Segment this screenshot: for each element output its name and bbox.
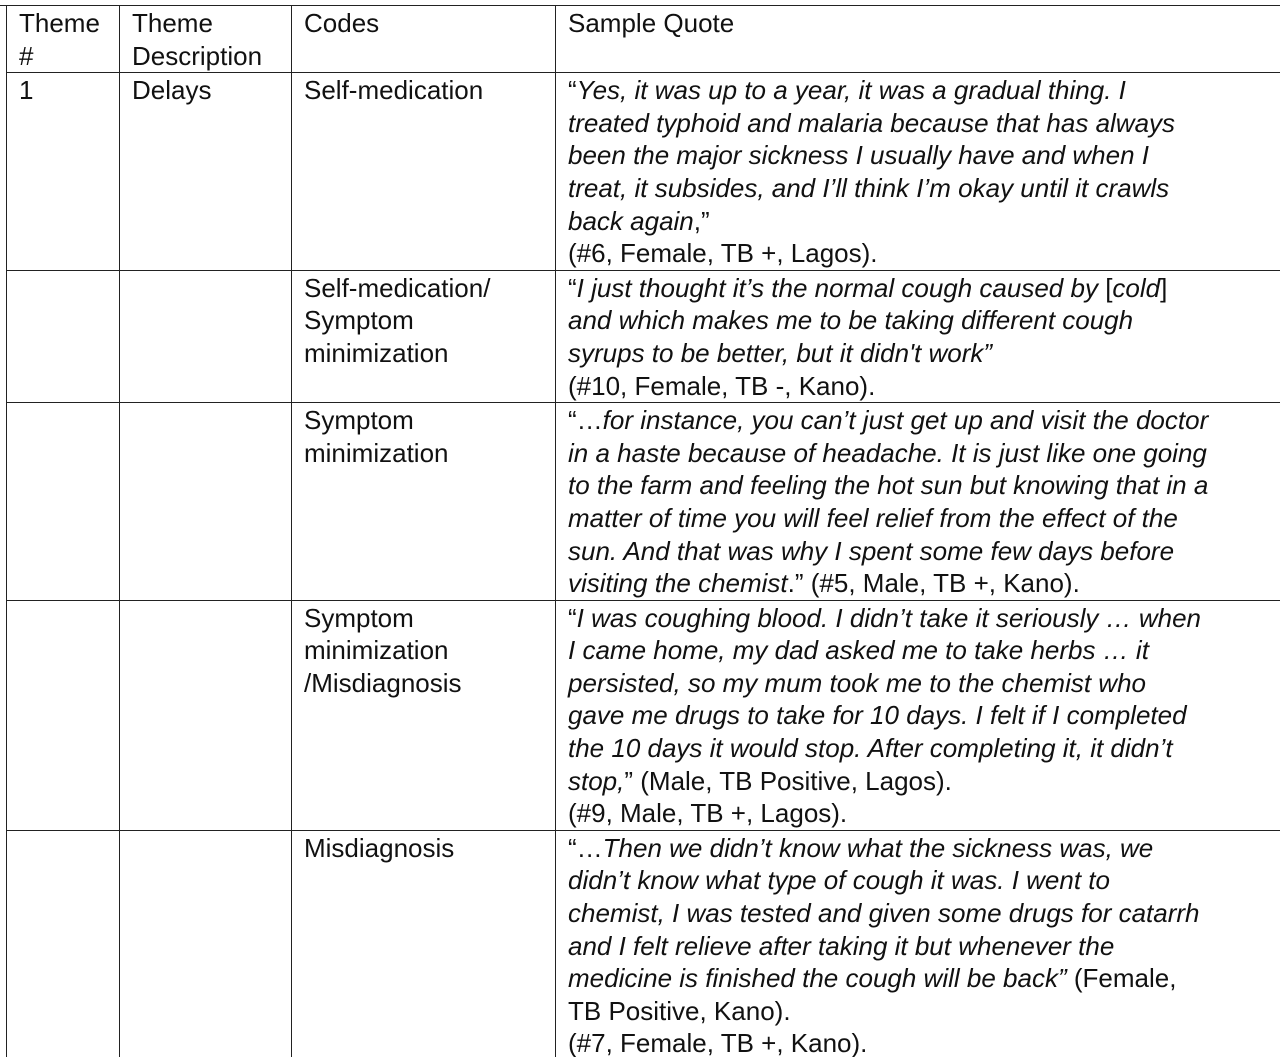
quote-italic: I came home, my dad asked me to take herbs … it	[568, 635, 1149, 666]
quote-italic: stop,	[568, 765, 625, 796]
quote-italic: treat, it subsides, and I’ll think I’m okay until it crawls	[568, 172, 1170, 203]
themes-table	[6, 5, 1280, 1057]
quote-italic: matter of time you will feel relief from the effect of the	[568, 502, 1178, 533]
header-codes	[292, 6, 556, 73]
quote-italic: in a haste because of headache. It is just like one going	[568, 437, 1207, 468]
codes-cell	[292, 403, 556, 601]
quote-italic: chemist, I was tested and given some drugs for catarrh	[568, 898, 1200, 929]
header-sample-quote-line: Sample Quote	[568, 8, 735, 38]
quote-italic: for instance, you can’t just get up and visit the doctor	[602, 405, 1209, 436]
quote-line: “…Then we didn’t know what the sickness was, we	[568, 832, 1154, 863]
theme-description-cell	[120, 600, 292, 830]
theme-number-cell	[7, 270, 120, 402]
codes-cell	[292, 270, 556, 402]
quote-line	[568, 667, 1280, 700]
quote-line: “…for instance, you can’t just get up and visit the doctor	[568, 405, 1209, 436]
quote-line: visiting the chemist.” (#5, Male, TB +, Kano).	[568, 568, 1080, 599]
quote-line: “I was coughing blood. I didn’t take it seriously … when	[568, 602, 1202, 633]
quote-line	[568, 502, 1280, 535]
table-row	[7, 270, 1280, 402]
theme-description-cell	[120, 403, 292, 601]
quote-italic: treated typhoid and malaria because that has always	[568, 107, 1176, 138]
quote-line: “Yes, it was up to a year, it was a gradual thing. I	[568, 75, 1126, 106]
theme-number-cell: 1	[7, 73, 120, 271]
quote-cell	[556, 830, 1280, 1057]
code-line: minimization	[304, 337, 449, 368]
code-line: Symptom	[304, 305, 414, 336]
quote-line	[568, 634, 1280, 667]
theme-description-cell: Delays	[120, 73, 292, 271]
quote-line	[568, 699, 1280, 732]
table-row	[7, 73, 1280, 271]
quote-italic: visiting the chemist	[568, 568, 788, 599]
header-theme-number-line: #	[19, 40, 34, 71]
quote-line	[568, 864, 1280, 897]
quote-cell	[556, 270, 1280, 402]
codes-cell	[292, 600, 556, 830]
quote-line: stop,” (Male, TB Positive, Lagos).	[568, 765, 952, 796]
quote-italic: Yes, it was up to a year, it was a gradual thing. I	[576, 75, 1126, 106]
quote-italic: been the major sickness I usually have and when I	[568, 140, 1150, 171]
quote-line: back again,”	[568, 205, 710, 236]
code-line: Symptom	[304, 405, 414, 436]
header-theme-description	[120, 6, 292, 73]
quote-line: medicine is finished the cough will be back” (Female,	[568, 963, 1177, 994]
quote-attribution: (#7, Female, TB +, Kano).	[568, 1028, 868, 1057]
quote-italic: and which makes me to be taking different cough	[568, 305, 1134, 336]
quote-italic: persisted, so my mum took me to the chemist who	[568, 667, 1146, 698]
theme-number-cell	[7, 403, 120, 601]
quote-italic: back again	[568, 205, 694, 236]
quote-line	[568, 732, 1280, 765]
table-row	[7, 403, 1280, 601]
header-theme-description-line: Theme	[132, 8, 213, 38]
table-row	[7, 600, 1280, 830]
quote-line	[568, 304, 1280, 337]
codes-cell	[292, 830, 556, 1057]
header-theme-description-line: Description	[132, 40, 263, 71]
header-theme-number	[7, 6, 120, 73]
theme-description-cell	[120, 270, 292, 402]
quote-attribution: (#9, Male, TB +, Lagos).	[568, 798, 848, 829]
quote-line	[568, 139, 1280, 172]
code-line: Symptom	[304, 602, 414, 633]
code-line: Misdiagnosis	[304, 832, 455, 863]
quote-italic: sun. And that was why I spent some few days before	[568, 535, 1175, 566]
quote-line	[568, 930, 1280, 963]
theme-number-cell	[7, 600, 120, 830]
theme-description-cell	[120, 830, 292, 1057]
quote-line	[568, 897, 1280, 930]
quote-italic: the 10 days it would stop. After completing it, it didn’t	[568, 733, 1173, 764]
quote-cell	[556, 403, 1280, 601]
quote-italic: gave me drugs to take for 10 days. I felt if I completed	[568, 700, 1187, 731]
quote-italic: and I felt relieve after taking it but whenever the	[568, 930, 1115, 961]
quote-line	[568, 107, 1280, 140]
quote-line	[568, 172, 1280, 205]
quote-line	[568, 535, 1280, 568]
quote-line	[568, 469, 1280, 502]
quote-italic: to the farm and feeling the hot sun but knowing that in a	[568, 470, 1209, 501]
quote-line: “I just thought it’s the normal cough caused by [cold]	[568, 272, 1168, 303]
quote-italic: didn’t know what type of cough it was. I went to	[568, 865, 1110, 896]
header-sample-quote	[556, 6, 1280, 73]
code-line: minimization	[304, 635, 449, 666]
quote-line	[568, 437, 1280, 470]
code-line: /Misdiagnosis	[304, 667, 462, 698]
theme-number-cell	[7, 830, 120, 1057]
quote-attribution: (#10, Female, TB -, Kano).	[568, 370, 876, 401]
quote-cell	[556, 600, 1280, 830]
quote-italic: I was coughing blood. I didn’t take it seriously … when	[576, 602, 1202, 633]
quote-line: TB Positive, Kano).	[568, 995, 791, 1026]
table-row	[7, 830, 1280, 1057]
quote-attribution: (#6, Female, TB +, Lagos).	[568, 238, 878, 269]
quote-italic: cold	[1112, 272, 1161, 303]
code-line: Self-medication	[304, 75, 484, 106]
codes-cell	[292, 73, 556, 271]
quote-italic: I just thought it’s the normal cough caused by	[576, 272, 1098, 303]
header-theme-number-line: Theme	[19, 8, 100, 38]
quote-line	[568, 337, 1280, 370]
header-codes-line: Codes	[304, 8, 380, 38]
quote-cell	[556, 73, 1280, 271]
quote-italic: medicine is finished the cough will be back”	[568, 963, 1067, 994]
code-line: minimization	[304, 437, 449, 468]
quote-italic: syrups to be better, but it didn't work”	[568, 337, 993, 368]
code-line: Self-medication/	[304, 272, 491, 303]
quote-italic: Then we didn’t know what the sickness was, we	[602, 832, 1154, 863]
header-row	[7, 6, 1280, 73]
